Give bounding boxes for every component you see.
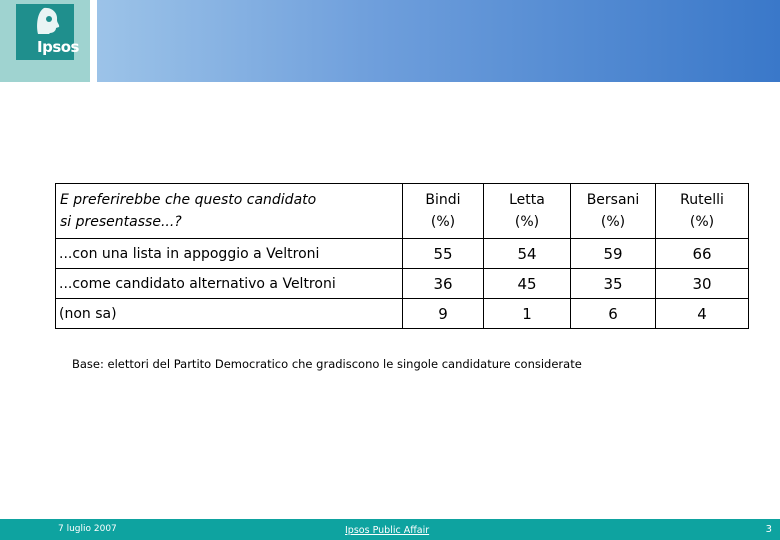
column-name: Rutelli [680, 192, 724, 208]
footer [0, 519, 780, 540]
footer-date: 7 luglio 2007 [58, 524, 117, 534]
table-cell: 1 [484, 299, 571, 329]
column-name: Bersani [586, 192, 640, 208]
column-unit: (%) [689, 214, 715, 230]
question-line-2: si presentasse...? [60, 214, 182, 230]
header-band [97, 0, 780, 82]
table-cell: 30 [656, 269, 749, 299]
row-label: ...con una lista in appoggio a Veltroni [56, 239, 403, 269]
table-row [56, 239, 749, 269]
table-row [56, 269, 749, 299]
column-header-letta [484, 184, 571, 239]
table-cell: 4 [656, 299, 749, 329]
column-unit: (%) [514, 214, 540, 230]
ipsos-logo [16, 4, 79, 60]
question-line-1: E preferirebbe che questo candidato [60, 192, 317, 208]
column-header-bersani [571, 184, 656, 239]
table-cell: 55 [403, 239, 484, 269]
base-note: Base: elettori del Partito Democratico che gradiscono le singole candidature considerate [72, 357, 582, 371]
logo-box [0, 0, 90, 82]
column-unit: (%) [600, 214, 626, 230]
column-name: Bindi [425, 192, 461, 208]
table-cell: 45 [484, 269, 571, 299]
results-table [55, 183, 749, 329]
logo-text: Ipsos [37, 38, 79, 56]
column-name: Letta [509, 192, 545, 208]
column-unit: (%) [430, 214, 456, 230]
row-label: (non sa) [56, 299, 403, 329]
table-cell: 54 [484, 239, 571, 269]
question-header [56, 184, 403, 239]
page-number: 3 [765, 524, 772, 535]
table-cell: 6 [571, 299, 656, 329]
footer-link[interactable]: Ipsos Public Affair [345, 525, 430, 536]
column-header-rutelli [656, 184, 749, 239]
row-label: ...come candidato alternativo a Veltroni [56, 269, 403, 299]
table-header-row [56, 184, 749, 239]
table-row [56, 299, 749, 329]
table-cell: 59 [571, 239, 656, 269]
table-cell: 66 [656, 239, 749, 269]
table-cell: 35 [571, 269, 656, 299]
header [0, 0, 780, 82]
column-header-bindi [403, 184, 484, 239]
table-cell: 36 [403, 269, 484, 299]
table-cell: 9 [403, 299, 484, 329]
